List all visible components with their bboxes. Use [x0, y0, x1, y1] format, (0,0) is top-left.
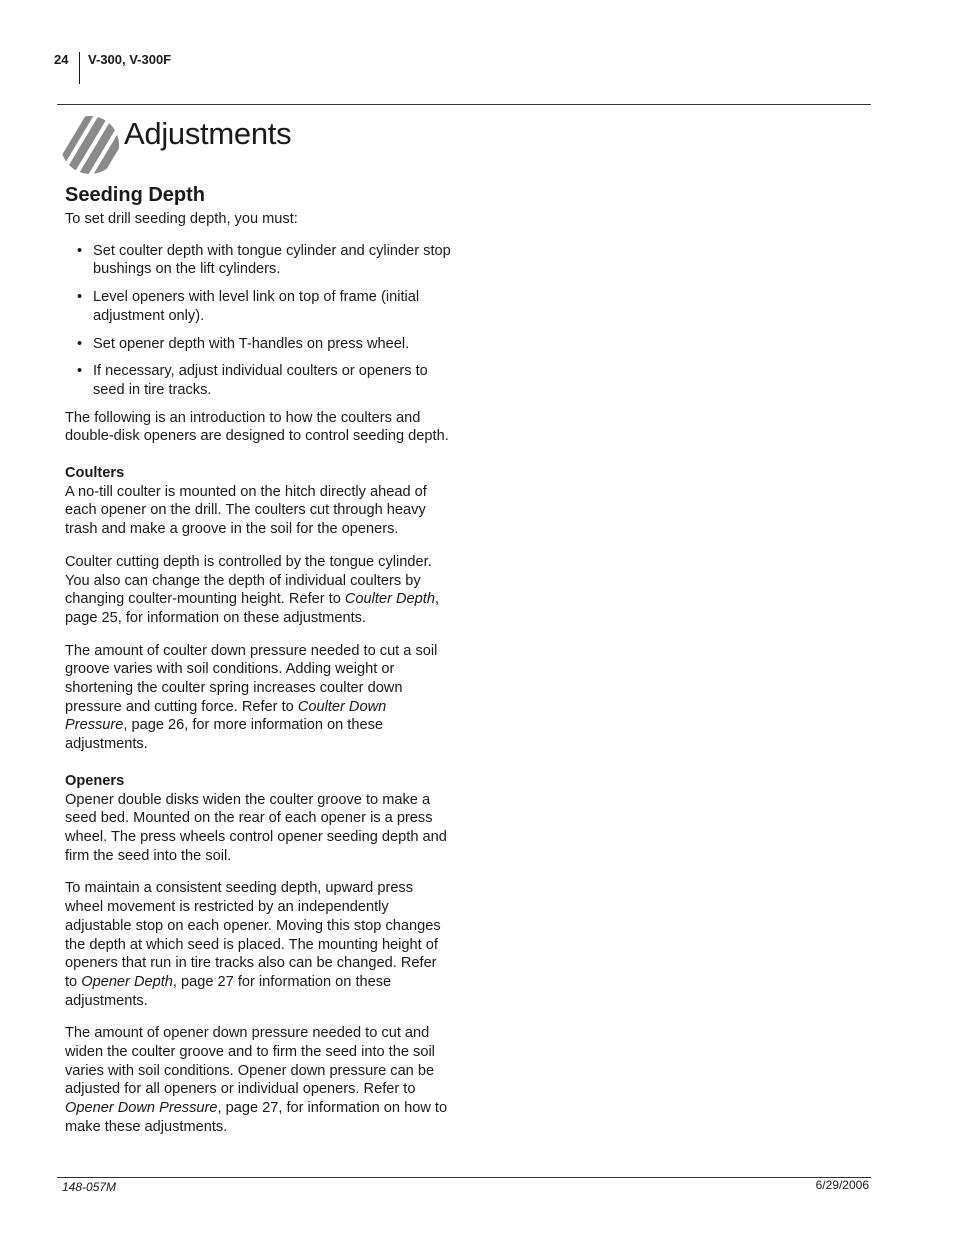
bottom-rule — [57, 1177, 871, 1178]
openers-heading: Openers — [65, 772, 125, 789]
header-divider — [79, 52, 80, 84]
seeding-intro: To set drill seeding depth, you must: — [65, 211, 298, 227]
bullet-icon: • — [77, 335, 83, 352]
coulters-paragraph-2: Coulter cutting depth is controlled by the tongue cylinder. You also can change the depth of individual coulters by changing coulter-mounting height. Refer to Coulter Depth, page 25, for information on these adjustments. — [65, 553, 439, 626]
bullet-icon: • — [77, 242, 83, 259]
openers-paragraph-3: The amount of opener down pressure needed to cut and widen the coulter groove and to firm the seed into the soil varies with soil conditions. Opener down pressure can be adjusted for all openers or individual openers. Refer to Opener Down Pressure, page 27, for information on how to make these adjustments. — [65, 1025, 448, 1135]
bullet-icon: • — [77, 363, 83, 380]
top-rule — [57, 104, 871, 105]
document-number: 148-057M — [62, 1180, 117, 1194]
opener-depth-reference: Opener Depth — [81, 973, 173, 990]
coulters-paragraph-3: The amount of coulter down pressure needed to cut a soil groove varies with soil conditions. Adding weight or shortening the coulter spring increases coulter down pressure and cutting force. Refer to Coulter Down Pressure, page 26, for more information on these adjustments. — [65, 642, 438, 753]
openers-paragraph-1: Opener double disks widen the coulter groove to make a seed bed. Mounted on the rear of each opener is a press wheel. The press wheels control opener seeding depth and firm the seed into the soil. — [65, 791, 447, 864]
coulters-heading: Coulters — [65, 465, 125, 482]
main-content — [65, 183, 451, 1151]
bullet-icon: • — [77, 289, 83, 306]
openers-paragraph-2: To maintain a consistent seeding depth, upward press wheel movement is restricted by an independently adjustable stop on each opener. Moving this stop changes the depth at which seed is placed. The mounting height of openers that run in tire tracks also can be changed. Refer to Opener Depth, page 27 for information on these adjustments. — [65, 880, 441, 1009]
coulter-down-pressure-reference: Coulter Down Pressure — [65, 698, 387, 734]
section-stripes-icon — [60, 115, 120, 175]
seeding-depth-heading: Seeding Depth — [65, 184, 206, 206]
document-date: 6/29/2006 — [815, 1178, 869, 1192]
list-item: • If necessary, adjust individual coulters or openers to seed in tire tracks. — [77, 363, 428, 398]
model-name: V-300, V-300F — [88, 52, 172, 67]
seeding-steps-list — [65, 242, 451, 400]
seeding-following-paragraph: The following is an introduction to how the coulters and double-disk openers are designed to control seeding depth. — [65, 409, 449, 445]
list-item: • Level openers with level link on top of frame (initial adjustment only). — [77, 289, 420, 324]
page-number: 24 — [54, 52, 69, 67]
coulters-paragraph-1: A no-till coulter is mounted on the hitch directly ahead of each opener on the drill. The coulters cut through heavy trash and make a groove in the soil for the openers. — [65, 483, 427, 538]
coulter-depth-reference: Coulter Depth — [344, 591, 435, 608]
list-item: • Set opener depth with T-handles on press wheel. — [77, 335, 410, 352]
list-item: • Set coulter depth with tongue cylinder and cylinder stop bushings on the lift cylinders. — [77, 242, 451, 278]
section-title: Adjustments — [124, 116, 292, 151]
opener-down-pressure-reference: Opener Down Pressure — [65, 1100, 218, 1117]
